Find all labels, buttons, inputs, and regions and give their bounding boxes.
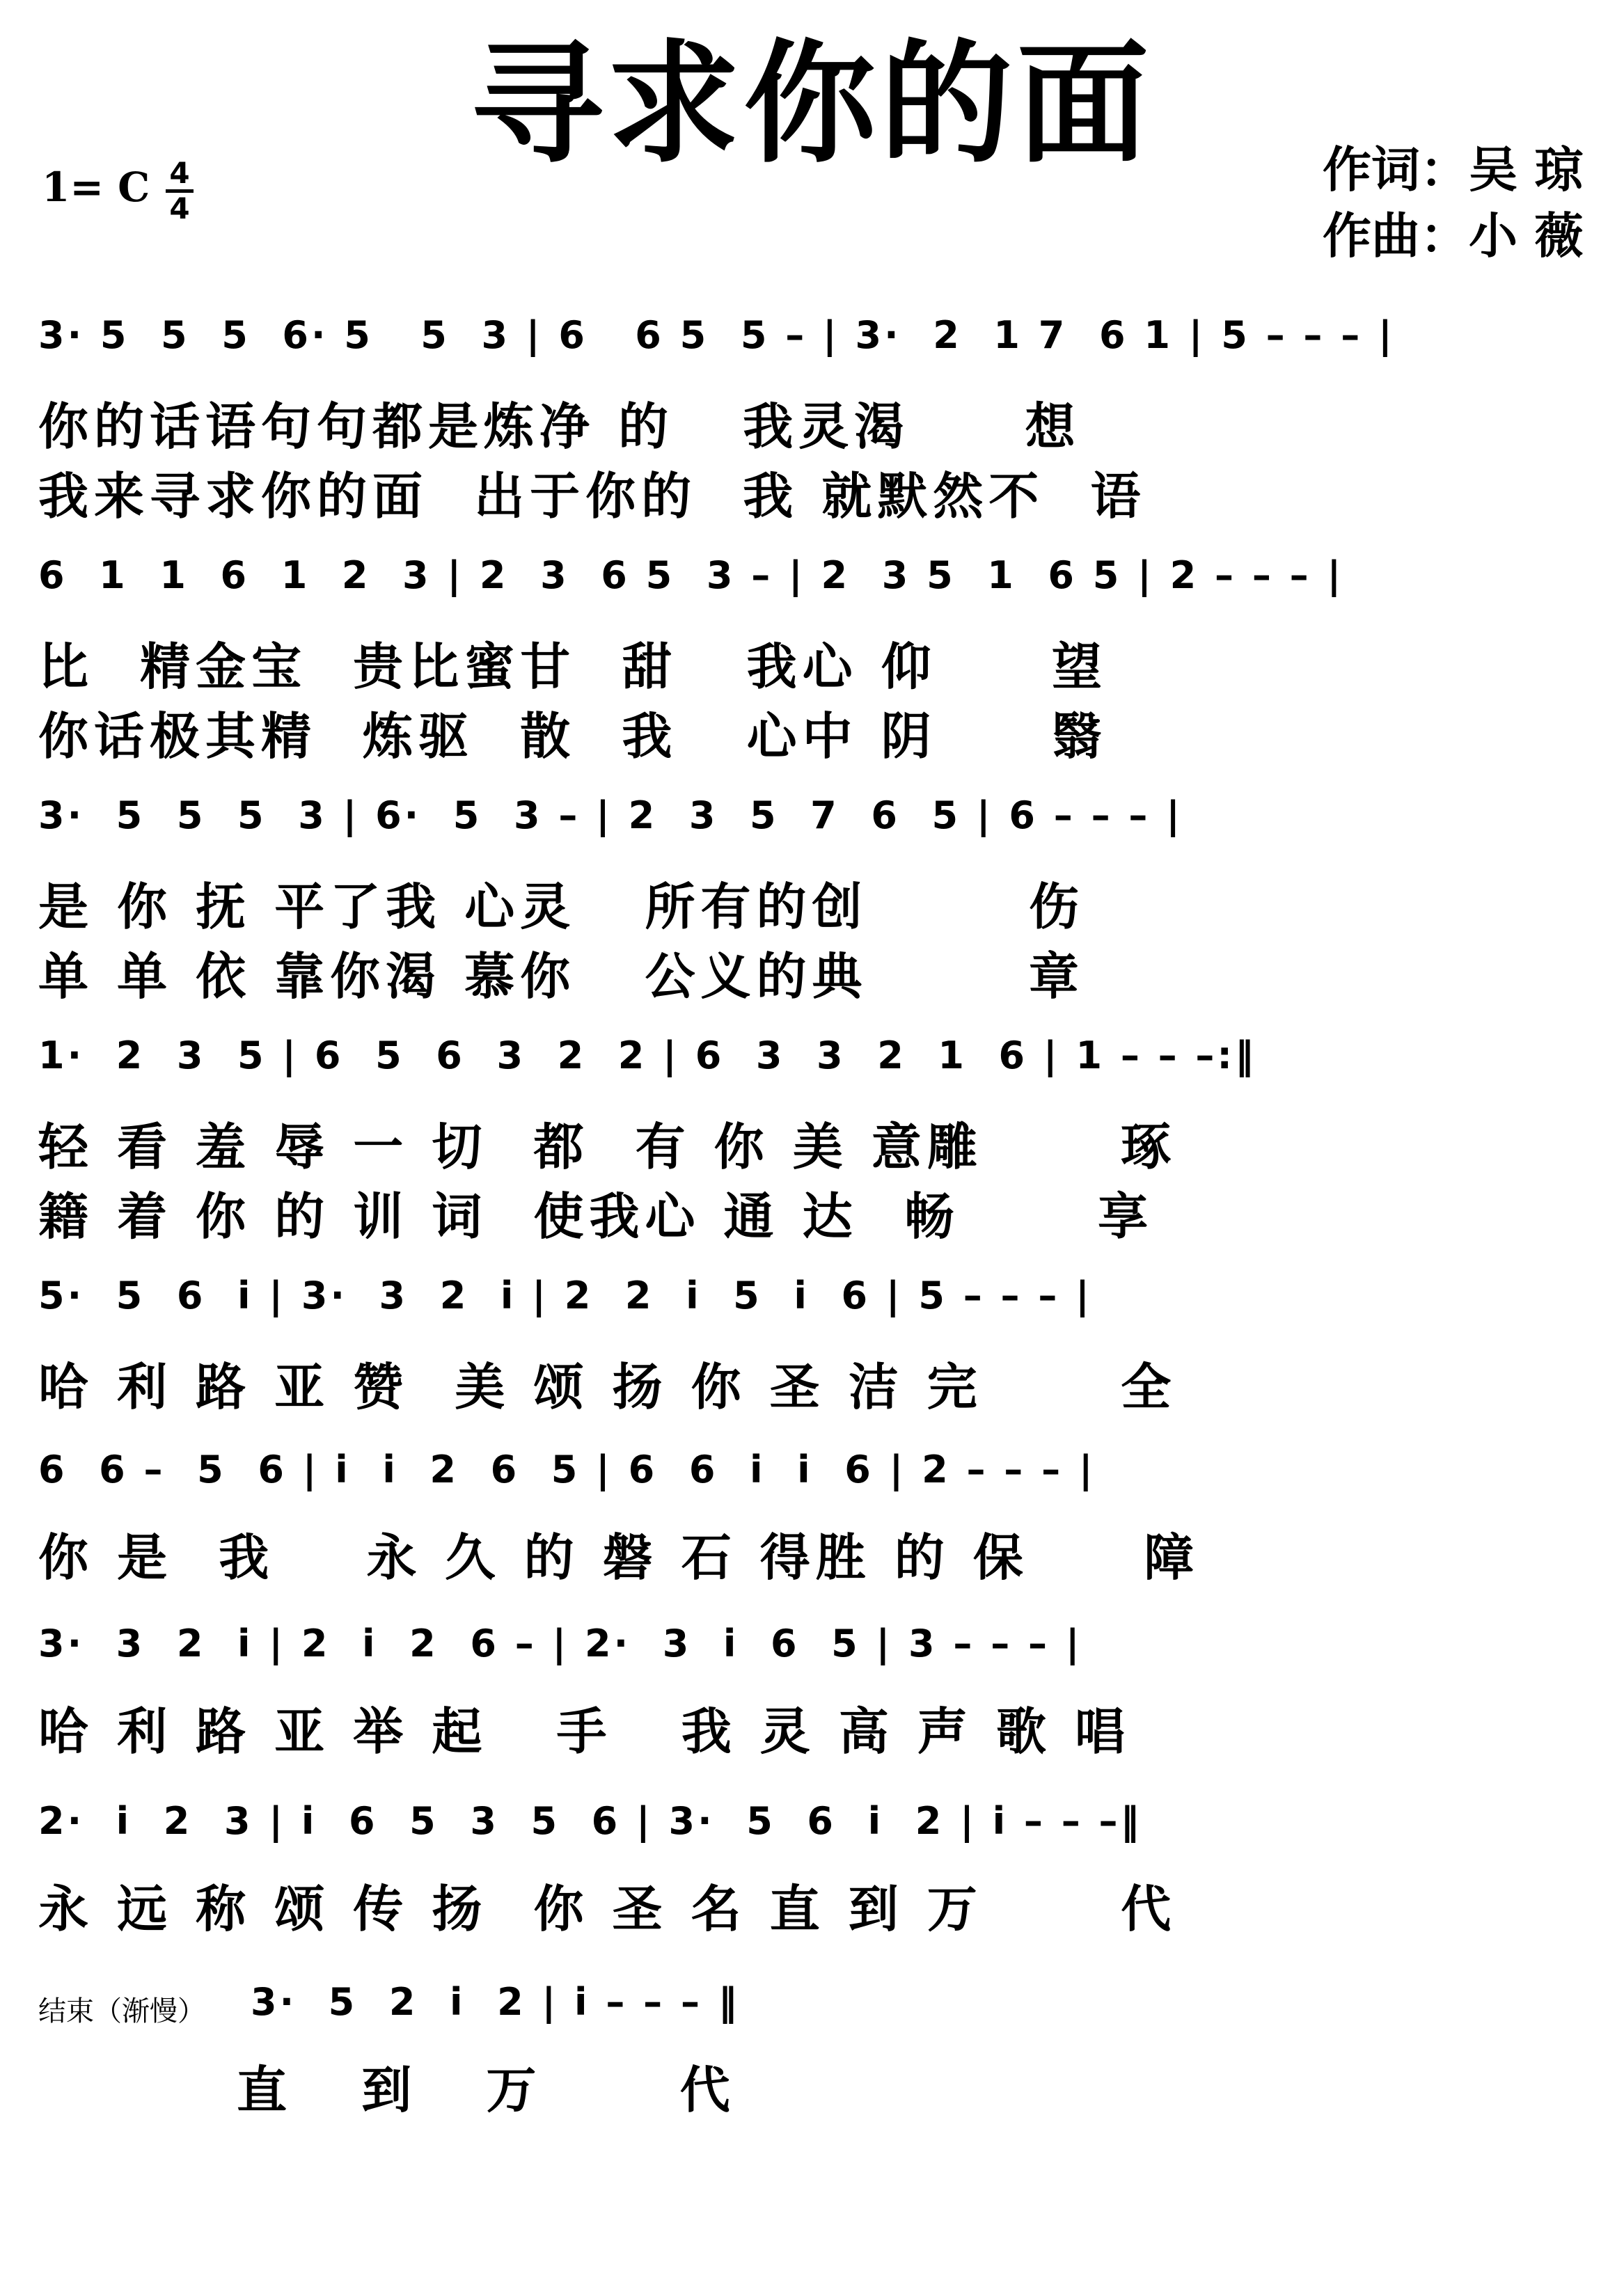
time-signature-top: 4 xyxy=(169,156,190,190)
key-signature: 1= C xyxy=(42,164,150,211)
lyrics-line-6: 你 是 我 永 久 的 磐 石 得胜 的 保 障 xyxy=(38,1528,1200,1587)
lyrics-line-2b: 你话极其精 炼驱 散 我 心中 阴 翳 xyxy=(38,707,1107,766)
lyrics-line-4a: 轻 看 羞 辱 一 切 都 有 你 美 意雕 琢 xyxy=(38,1118,1177,1176)
ending-notes: 3· 5 2 i 2 | i – – – ‖ xyxy=(251,1980,740,2024)
notes-line-5: 5· 5 6 i | 3· 3 2 i | 2 2 i 5 i 6 | 5 – – – | xyxy=(38,1274,1092,1317)
lyrics-line-7: 哈 利 路 亚 举 起 手 我 灵 高 声 歌 唱 xyxy=(38,1702,1131,1761)
lyrics-line-3a: 是 你 抚 平了我 心灵 所有的创 伤 xyxy=(38,878,1085,936)
lyrics-line-1b: 我来寻求你的面 出于你的 我 就默然不 语 xyxy=(38,467,1146,525)
notes-line-6: 6 6 – 5 6 | i i 2 6 5 | 6 6 i i 6 | 2 – – – | xyxy=(38,1448,1096,1491)
lyrics-line-8: 永 远 称 颂 传 扬 你 圣 名 直 到 万 代 xyxy=(38,1880,1177,1938)
ending-lyrics: 直 到 万 代 xyxy=(237,2061,736,2119)
notes-line-3: 3· 5 5 5 3 | 6· 5 3 – | 2 3 5 7 6 5 | 6 – – – | xyxy=(38,793,1183,837)
notes-line-1: 3· 5 5 5 6· 5 5 3 | 6 6 5 5 – | 3· 2 1 7 6 1 | 5 – – – | xyxy=(38,313,1395,357)
time-signature xyxy=(166,156,194,225)
lyrics-line-4b: 籍 着 你 的 训 词 使我心 通 达 畅 享 xyxy=(38,1187,1154,1246)
notes-line-7: 3· 3 2 i | 2 i 2 6 – | 2· 3 i 6 5 | 3 – – – | xyxy=(38,1622,1082,1665)
time-signature-bottom: 4 xyxy=(169,191,190,225)
composer-credit: 作曲：小 薇 xyxy=(1323,207,1584,264)
lyrics-line-3b: 单 单 依 靠你渴 慕你 公义的典 章 xyxy=(38,947,1085,1006)
notes-line-4: 1· 2 3 5 | 6 5 6 3 2 2 | 6 3 3 2 1 6 | 1 – – –:‖ xyxy=(38,1034,1257,1077)
notes-line-8: 2· i 2 3 | i 6 5 3 5 6 | 3· 5 6 i 2 | i – – –‖ xyxy=(38,1799,1142,1843)
lyrics-line-5: 哈 利 路 亚 赞 美 颂 扬 你 圣 洁 完 全 xyxy=(38,1358,1177,1416)
song-title: 寻求你的面 xyxy=(471,27,1153,181)
ending-label: 结束（渐慢） xyxy=(38,1995,205,2027)
lyrics-line-2a: 比 精金宝 贵比蜜甘 甜 我心 仰 望 xyxy=(38,638,1107,696)
lyrics-line-1a: 你的话语句句都是炼净 的 我灵渴 想 xyxy=(38,397,1081,456)
lyricist-credit: 作词：吴 琼 xyxy=(1323,141,1584,198)
notes-line-2: 6 1 1 6 1 2 3 | 2 3 6 5 3 – | 2 3 5 1 6 5 | 2 – – – | xyxy=(38,553,1344,597)
